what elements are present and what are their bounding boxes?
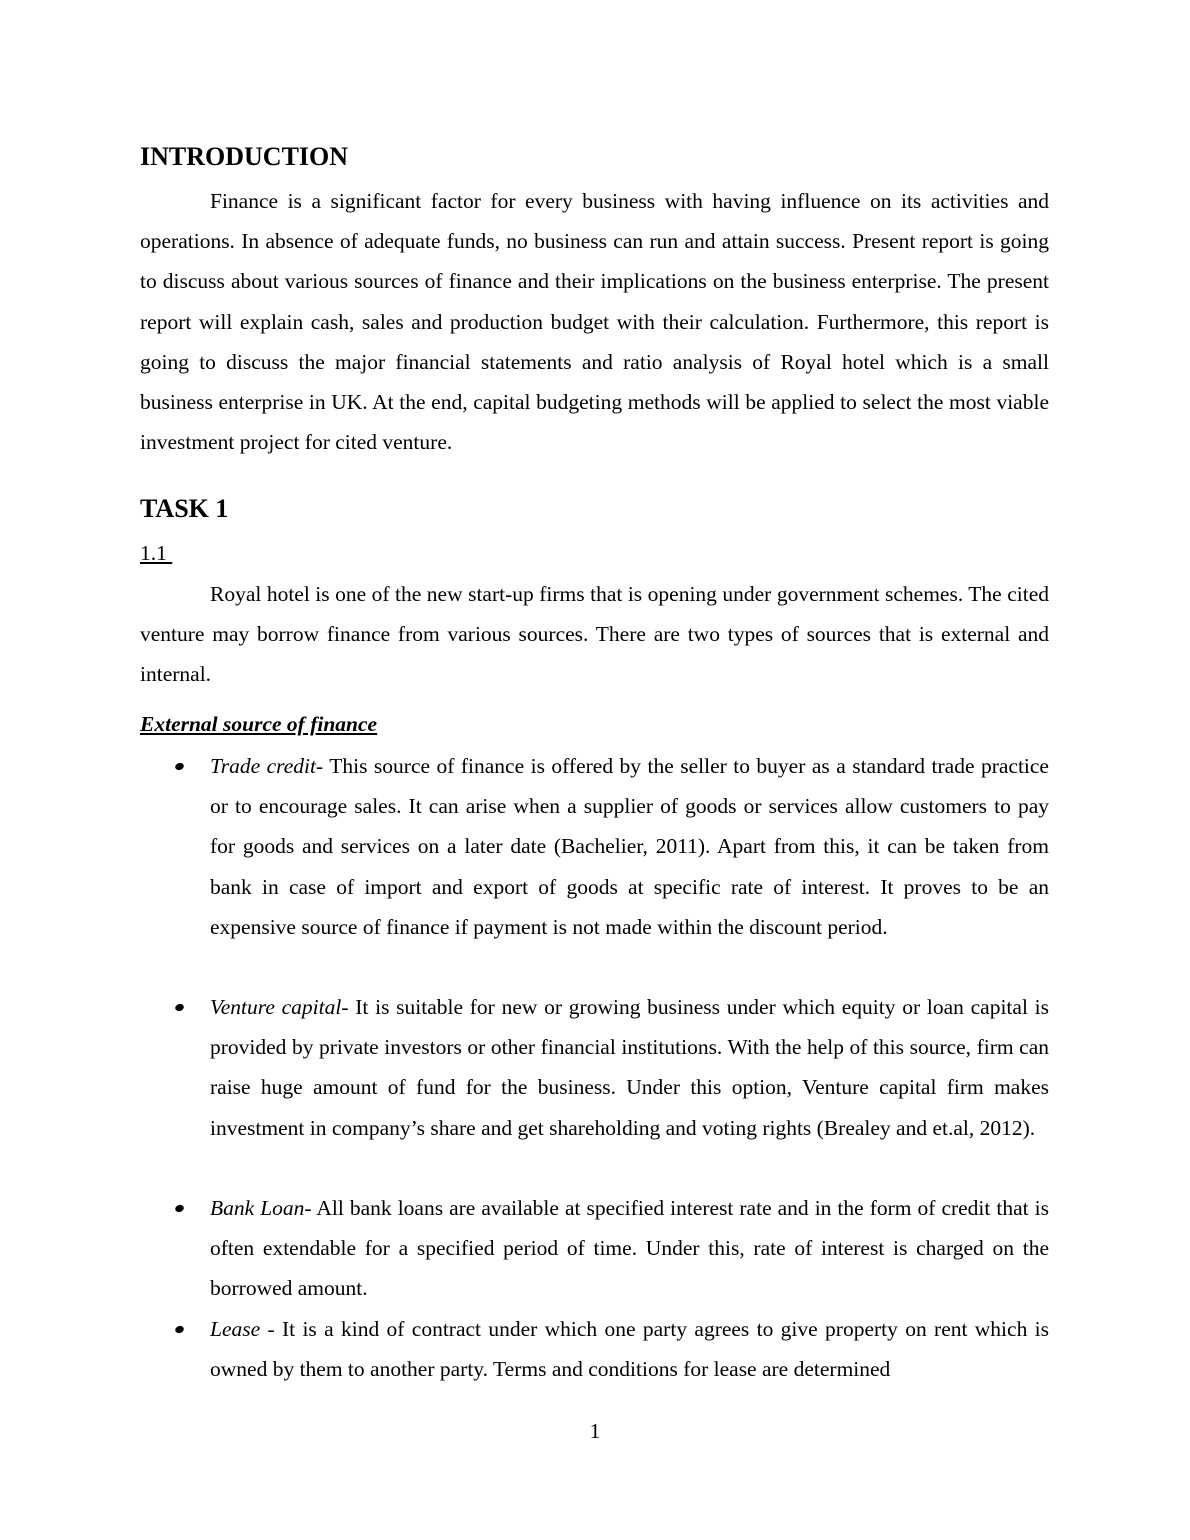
bullet-venture-capital bbox=[210, 987, 1049, 1148]
bullet-term: Lease bbox=[210, 1317, 261, 1341]
bullet-text: - It is a kind of contract under which one party agrees to give property on rent which is owned by them to another party. Terms and conditions for lease are determined bbox=[210, 1317, 1049, 1382]
bullet-icon bbox=[174, 1325, 185, 1335]
page-number: 1 bbox=[589, 1419, 601, 1443]
task1-heading: TASK 1 bbox=[140, 494, 229, 523]
introduction-heading: INTRODUCTION bbox=[140, 142, 349, 171]
bullet-icon bbox=[174, 762, 185, 772]
bullet-text: - All bank loans are available at specified interest rate and in the form of credit that is often extendable for a specified period of time. Under this, rate of interest is charged on the borrowed amount. bbox=[210, 1196, 1049, 1301]
bullet-term: Bank Loan bbox=[210, 1196, 305, 1220]
bullet-lease bbox=[210, 1309, 1049, 1389]
external-source-subheading: External source of finance bbox=[140, 712, 378, 736]
bullet-bank-loan bbox=[210, 1188, 1049, 1309]
bullet-icon bbox=[174, 1003, 185, 1013]
bullet-term: Trade credit bbox=[210, 754, 316, 778]
bullet-text: - It is suitable for new or growing business under which equity or loan capital is provided by private investors or other financial institutions. With the help of this source, firm can raise huge amount of fund for the business. Under this option, Venture capital firm makes investment in company’s share and get shareholding and voting rights (Brealey and et.al, 2012). bbox=[210, 995, 1049, 1140]
introduction-paragraph: Finance is a significant factor for every business with having influence on its activities and operations. In absence of adequate funds, no business can run and attain success. Present report is going to discuss about various sources of finance and their implications on the business enterprise. The present report will explain cash, sales and production budget with their calculation. Furthermore, this report is going to discuss the major financial statements and ratio analysis of Royal hotel which is a small business enterprise in UK. At the end, capital budgeting methods will be applied to select the most viable investment project for cited venture. bbox=[140, 189, 1049, 455]
section-number: 1.1 bbox=[140, 541, 173, 565]
bullet-trade-credit bbox=[210, 746, 1049, 947]
bullet-text: - This source of finance is offered by the seller to buyer as a standard trade practice or to encourage sales. It can arise when a supplier of goods or services allow customers to pay for goods and services on a later date (Bachelier, 2011). Apart from this, it can be taken from bank in case of import and export of goods at specific rate of interest. It proves to be an expensive source of finance if payment is not made within the discount period. bbox=[210, 754, 1049, 939]
bullet-term: Venture capital bbox=[210, 995, 342, 1019]
bullet-icon bbox=[174, 1204, 185, 1214]
task1-paragraph: Royal hotel is one of the new start-up firms that is opening under government schemes. The cited venture may borrow finance from various sources. There are two types of sources that is external and internal. bbox=[140, 582, 1049, 687]
